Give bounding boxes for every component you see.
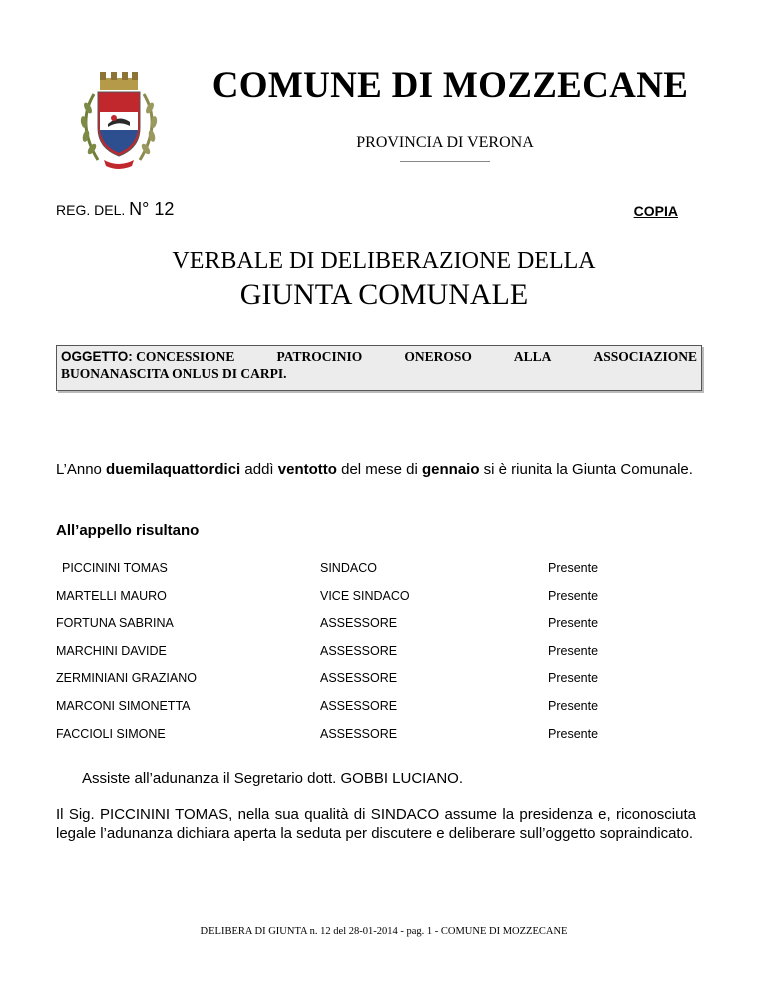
registry-number-value: N° 12: [129, 199, 175, 219]
member-status: Presente: [548, 616, 599, 630]
copy-label: COPIA: [633, 203, 678, 219]
municipal-crest-icon: [74, 64, 164, 174]
registry-prefix: REG. DEL.: [56, 202, 126, 218]
municipality-title: COMUNE DI MOZZECANE: [211, 65, 689, 106]
intro-month: gennaio: [421, 461, 480, 478]
member-role: ASSESSORE: [320, 616, 398, 630]
member-name: MARCHINI DAVIDE: [56, 644, 167, 658]
page-footer: DELIBERA DI GIUNTA n. 12 del 28-01-2014 - pag. 1 - COMUNE DI MOZZECANE: [200, 926, 568, 937]
subject-line2: BUONANASCITA ONLUS DI CARPI.: [61, 366, 287, 381]
registry-number: [56, 199, 174, 220]
secretary-assistance: Assiste all’adunanza il Segretario dott. GOBBI LUCIANO.: [82, 770, 464, 787]
member-name: MARTELLI MAURO: [56, 589, 167, 603]
presidency-paragraph: Il Sig. PICCININI TOMAS, nella sua qualità di SINDACO assume la presidenza e, riconosciuta legale l’adunanza dichiara aperta la seduta per discutere e deliberare sull’oggetto sopraindicato.: [56, 806, 696, 842]
member-name: ZERMINIANI GRAZIANO: [56, 671, 197, 685]
member-role: ASSESSORE: [320, 699, 398, 713]
subject-word: CONCESSIONE: [136, 349, 235, 364]
intro-year: duemilaquattordici: [106, 461, 241, 478]
member-status: Presente: [548, 561, 599, 575]
roll-call-heading: All’appello risultano: [56, 522, 200, 539]
member-status: Presente: [548, 671, 599, 685]
member-status: Presente: [548, 589, 599, 603]
member-role: ASSESSORE: [320, 644, 398, 658]
member-status: Presente: [548, 644, 599, 658]
subject-label: OGGETTO:: [61, 349, 133, 364]
member-name: PICCININI TOMAS: [62, 561, 168, 575]
member-role: ASSESSORE: [320, 727, 398, 741]
member-name: MARCONI SIMONETTA: [56, 699, 191, 713]
document-title-line2: GIUNTA COMUNALE: [239, 278, 529, 311]
member-role: ASSESSORE: [320, 671, 398, 685]
intro-day: ventotto: [277, 461, 337, 478]
member-status: Presente: [548, 699, 599, 713]
member-name: FORTUNA SABRINA: [56, 616, 174, 630]
member-name: FACCIOLI SIMONE: [56, 727, 166, 741]
member-role: VICE SINDACO: [320, 589, 410, 603]
member-role: SINDACO: [320, 561, 377, 575]
member-status: Presente: [548, 727, 599, 741]
subject-box: [56, 345, 702, 391]
subject-word: ALLA: [513, 349, 552, 364]
intro-paragraph: L’Anno duemilaquattordici addì ventotto del mese di gennaio si è riunita la Giunta Comunale.: [56, 461, 693, 478]
province-label: PROVINCIA DI VERONA: [356, 134, 534, 151]
subject-word: ASSOCIAZIONE: [593, 349, 697, 364]
header-divider: [400, 161, 490, 162]
subject-word: PATROCINIO: [276, 349, 363, 364]
document-title-line1: VERBALE DI DELIBERAZIONE DELLA: [172, 248, 596, 274]
subject-word: ONEROSO: [404, 349, 472, 364]
